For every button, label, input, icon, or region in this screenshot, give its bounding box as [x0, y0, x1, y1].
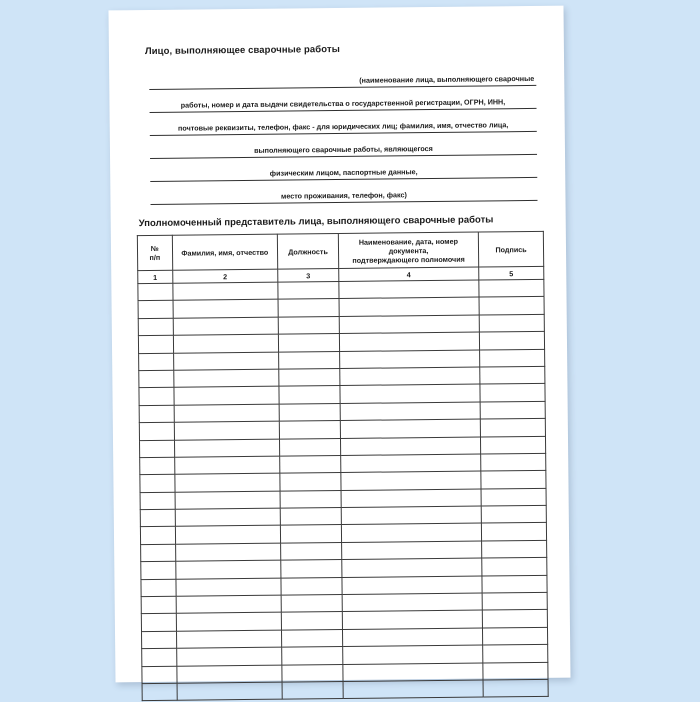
table-header-cell-position: Должность	[277, 234, 338, 270]
table-cell-empty[interactable]	[176, 665, 282, 683]
table-cell-empty[interactable]	[482, 627, 547, 645]
table-cell-empty[interactable]	[482, 610, 547, 628]
table-cell-empty[interactable]	[280, 525, 341, 543]
table-cell-empty[interactable]	[175, 543, 281, 561]
table-cell-empty[interactable]	[279, 421, 340, 439]
table-cell-empty[interactable]	[142, 648, 177, 666]
table-cell-empty[interactable]	[282, 647, 343, 665]
table-cell-empty[interactable]	[176, 630, 282, 648]
table-cell-empty[interactable]	[176, 595, 282, 613]
table-cell-empty[interactable]	[343, 680, 483, 699]
column-number-5: 5	[479, 266, 544, 280]
table-cell-empty[interactable]	[479, 279, 544, 297]
table-cell-empty[interactable]	[341, 471, 481, 490]
table-cell-empty[interactable]	[340, 367, 480, 386]
table-cell-empty[interactable]	[281, 542, 342, 560]
table-header-number-line1: №	[150, 243, 159, 253]
table-cell-empty[interactable]	[140, 509, 175, 527]
table-cell-empty[interactable]	[175, 508, 281, 526]
table-cell-empty[interactable]	[142, 666, 177, 684]
table-cell-empty[interactable]	[281, 560, 342, 578]
table-cell-empty[interactable]	[278, 316, 339, 334]
table-cell-empty[interactable]	[480, 401, 545, 419]
table-cell-empty[interactable]	[281, 612, 342, 630]
table-cell-empty[interactable]	[340, 402, 480, 421]
table-cell-empty[interactable]	[480, 384, 545, 402]
table-header-document-line1: Наименование, дата, номер документа,	[358, 236, 459, 255]
table-cell-empty[interactable]	[174, 473, 280, 491]
table-cell-empty[interactable]	[141, 631, 176, 649]
table-cell-empty[interactable]	[479, 297, 544, 315]
table-cell-empty[interactable]	[343, 645, 483, 664]
table-cell-empty[interactable]	[342, 541, 482, 560]
table-cell-empty[interactable]	[175, 491, 281, 509]
table-cell-empty[interactable]	[279, 386, 340, 404]
table-cell-empty[interactable]	[173, 300, 279, 318]
table-cell-empty[interactable]	[482, 592, 547, 610]
table-cell-empty[interactable]	[139, 440, 174, 458]
table-cell-empty[interactable]	[481, 471, 546, 489]
table-cell-empty[interactable]	[138, 301, 173, 319]
table-cell-empty[interactable]	[173, 334, 279, 352]
page-title: Лицо, выполняющее сварочные работы	[144, 43, 340, 58]
table-header-number-line2: п/п	[149, 252, 161, 262]
table-cell-empty[interactable]	[480, 436, 545, 454]
table-cell-empty[interactable]	[481, 488, 546, 506]
table-cell-empty[interactable]	[482, 558, 547, 576]
table-cell-empty[interactable]	[339, 332, 479, 351]
fill-in-lines-block	[149, 63, 537, 205]
table-cell-empty[interactable]	[140, 492, 175, 510]
table-cell-empty[interactable]	[139, 422, 174, 440]
table-body	[138, 279, 548, 701]
table-cell-empty[interactable]	[139, 370, 174, 388]
table-cell-empty[interactable]	[482, 540, 547, 558]
table-cell-empty[interactable]	[174, 404, 280, 422]
table-cell-empty[interactable]	[342, 558, 482, 577]
table-cell-empty[interactable]	[339, 280, 479, 299]
table-cell-empty[interactable]	[483, 662, 548, 680]
table-cell-empty[interactable]	[480, 349, 545, 367]
table-cell-empty[interactable]	[173, 352, 279, 370]
table-cell-empty[interactable]	[278, 282, 339, 300]
table-cell-empty[interactable]	[279, 403, 340, 421]
column-number-4: 4	[339, 267, 479, 281]
table-cell-empty[interactable]	[174, 439, 280, 457]
table-cell-empty[interactable]	[142, 683, 177, 701]
table-cell-empty[interactable]	[138, 335, 173, 353]
table-header-document-line2: подтверждающего полномочия	[352, 254, 465, 265]
table-cell-empty[interactable]	[479, 332, 544, 350]
table-cell-empty[interactable]	[342, 576, 482, 595]
table-cell-empty[interactable]	[278, 334, 339, 352]
table-cell-empty[interactable]	[280, 438, 341, 456]
table-cell-empty[interactable]	[141, 561, 176, 579]
table-cell-empty[interactable]	[140, 475, 175, 493]
table-cell-empty[interactable]	[281, 595, 342, 613]
table-cell-empty[interactable]	[341, 506, 481, 525]
table-row[interactable]	[142, 679, 548, 701]
fill-line-caption-2: работы, номер и дата выдачи свидетельства о государственной регистрации, ОГРН, ИНН,	[180, 97, 506, 110]
fill-line-caption-1: (наименование лица, выполняющего сварочные	[359, 73, 535, 85]
table-cell-empty[interactable]	[279, 351, 340, 369]
table-cell-empty[interactable]	[282, 629, 343, 647]
table-cell-empty[interactable]	[482, 575, 547, 593]
table-cell-empty[interactable]	[141, 596, 176, 614]
table-cell-empty[interactable]	[339, 297, 479, 316]
fill-line-caption-3: почтовые реквизиты, телефон, факс - для юридических лиц; фамилия, имя, отчество лица,	[177, 120, 509, 133]
table-cell-empty[interactable]	[139, 388, 174, 406]
table-cell-empty[interactable]	[481, 505, 546, 523]
table-cell-empty[interactable]	[483, 679, 548, 697]
table-cell-empty[interactable]	[341, 523, 481, 542]
table-header-cell-number	[137, 235, 172, 270]
table-cell-empty[interactable]	[481, 523, 546, 541]
table-cell-empty[interactable]	[174, 456, 280, 474]
table-cell-empty[interactable]	[280, 473, 341, 491]
table-cell-empty[interactable]	[342, 610, 482, 629]
table-cell-empty[interactable]	[342, 593, 482, 612]
fill-line-caption-6: место проживания, телефон, факс)	[280, 190, 407, 201]
table-cell-empty[interactable]	[340, 384, 480, 403]
column-number-3: 3	[278, 269, 339, 283]
table-cell-empty[interactable]	[139, 405, 174, 423]
representatives-table	[137, 231, 549, 702]
table-header	[137, 231, 543, 283]
table-cell-empty[interactable]	[341, 454, 481, 473]
table-cell-empty[interactable]	[173, 369, 279, 387]
table-cell-empty[interactable]	[175, 578, 281, 596]
table-header-cell-fullname: Фамилия, имя, отчество	[172, 234, 278, 270]
table-cell-empty[interactable]	[172, 282, 278, 300]
table-cell-empty[interactable]	[481, 453, 546, 471]
table-cell-empty[interactable]	[174, 421, 280, 439]
table-cell-empty[interactable]	[282, 681, 343, 699]
table-cell-empty[interactable]	[177, 682, 283, 700]
table-cell-empty[interactable]	[280, 455, 341, 473]
table-cell-empty[interactable]	[141, 579, 176, 597]
table-cell-empty[interactable]	[280, 490, 341, 508]
section-title: Уполномоченный представитель лица, выполняющего сварочные работы	[138, 214, 494, 230]
table-cell-empty[interactable]	[480, 418, 545, 436]
table-cell-empty[interactable]	[340, 437, 480, 456]
table-cell-empty[interactable]	[340, 419, 480, 438]
fill-line-caption-5: физическим лицом, паспортные данные,	[269, 167, 418, 178]
table-cell-empty[interactable]	[278, 299, 339, 317]
table-cell-empty[interactable]	[280, 508, 341, 526]
table-cell-empty[interactable]	[138, 318, 173, 336]
table-cell-empty[interactable]	[483, 645, 548, 663]
fill-line-6[interactable]	[150, 178, 537, 205]
table-cell-empty[interactable]	[176, 647, 282, 665]
table-cell-empty[interactable]	[341, 489, 481, 508]
table-cell-empty[interactable]	[173, 386, 279, 404]
fill-line-caption-4: выполняющего сварочные работы, являющегося	[253, 144, 433, 155]
table-cell-empty[interactable]	[480, 366, 545, 384]
document-page	[108, 6, 570, 683]
table-cell-empty[interactable]	[279, 368, 340, 386]
table-cell-empty[interactable]	[139, 353, 174, 371]
table-header-cell-document	[338, 232, 478, 268]
table-cell-empty[interactable]	[140, 457, 175, 475]
table-cell-empty[interactable]	[343, 663, 483, 682]
column-number-1: 1	[138, 270, 173, 283]
table-cell-empty[interactable]	[140, 527, 175, 545]
table-cell-empty[interactable]	[141, 614, 176, 632]
table-cell-empty[interactable]	[339, 315, 479, 334]
table-cell-empty[interactable]	[175, 526, 281, 544]
table-cell-empty[interactable]	[141, 544, 176, 562]
table-header-row	[137, 231, 543, 270]
table-cell-empty[interactable]	[138, 283, 173, 301]
table-header-cell-signature: Подпись	[478, 231, 543, 267]
column-number-2: 2	[172, 269, 278, 283]
table-cell-empty[interactable]	[282, 664, 343, 682]
table-cell-empty[interactable]	[176, 613, 282, 631]
table-cell-empty[interactable]	[175, 560, 281, 578]
table-cell-empty[interactable]	[281, 577, 342, 595]
table-cell-empty[interactable]	[342, 628, 482, 647]
table-cell-empty[interactable]	[340, 350, 480, 369]
table-cell-empty[interactable]	[173, 317, 279, 335]
table-cell-empty[interactable]	[479, 314, 544, 332]
